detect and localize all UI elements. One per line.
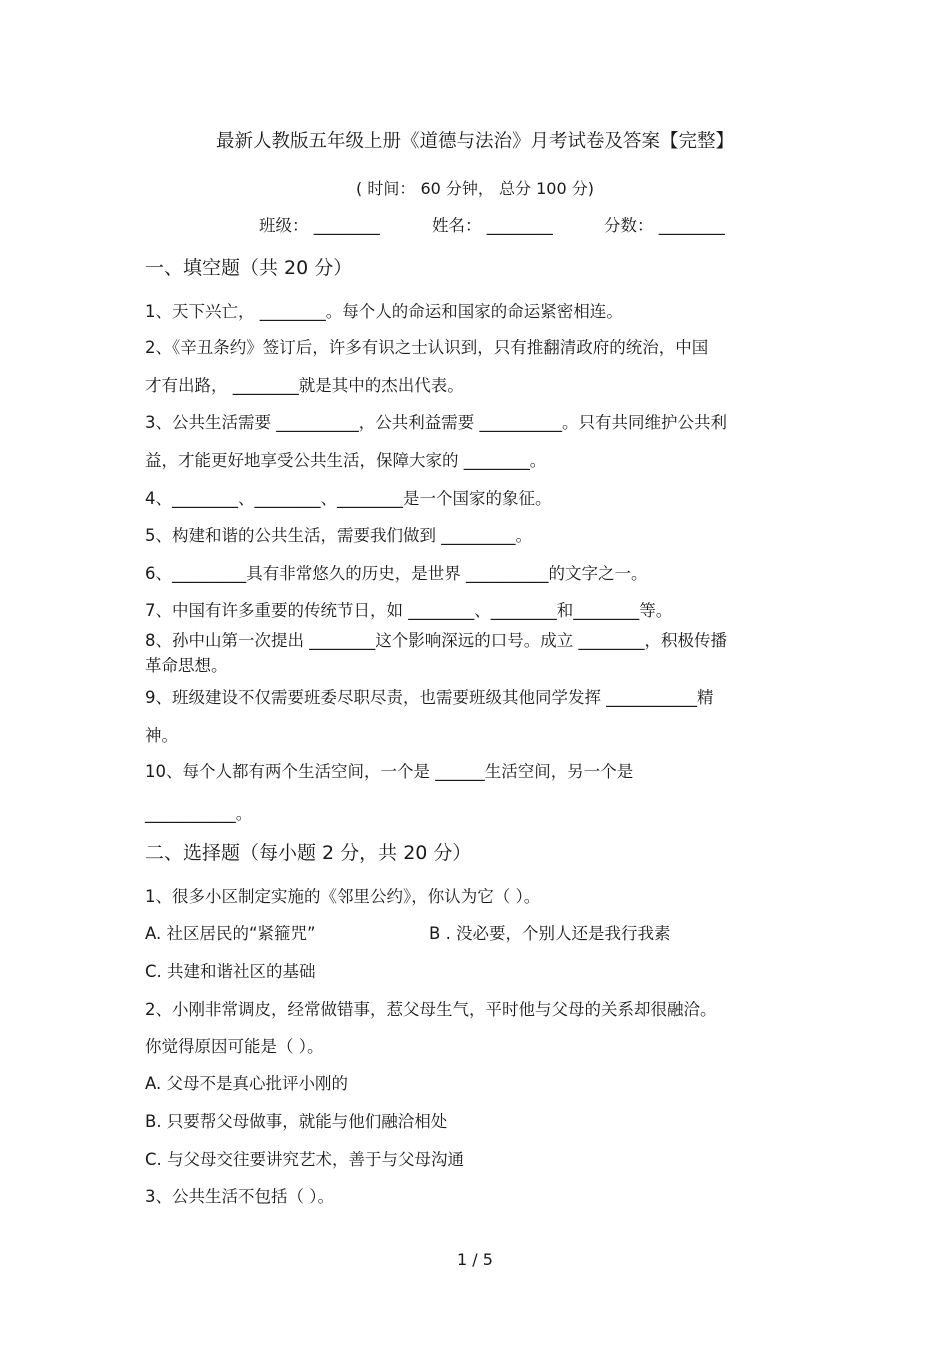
question-line: 6、_________具有非常悠久的历史，是世界 __________的文字之一。: [145, 564, 648, 583]
question-line: 2、小刚非常调皮，经常做错事，惹父母生气，平时他与父母的关系却很融洽。: [145, 1000, 717, 1019]
question-line: 革命思想。: [145, 656, 228, 675]
question-line: 神。: [145, 726, 178, 745]
exam-time-info: ( 时间： 60 分钟， 总分 100 分): [356, 179, 594, 198]
question-line: 你觉得原因可能是（ ）。: [145, 1037, 324, 1056]
question-line: 1、天下兴亡， ________。每个人的命运和国家的命运紧密相连。: [145, 302, 623, 321]
option-line: A. 父母不是真心批评小刚的: [145, 1074, 348, 1093]
page-number: 1 / 5: [457, 1250, 493, 1269]
question-line: 才有出路， ________就是其中的杰出代表。: [145, 376, 464, 395]
question-line: 10、每个人都有两个生活空间，一个是 ______生活空间，另一个是: [145, 762, 634, 781]
option-line: B. 只要帮父母做事，就能与他们融洽相处: [145, 1112, 448, 1131]
question-line: 3、公共生活需要 __________，公共利益需要 __________。只有共同维护公共利: [145, 413, 727, 432]
document-title: 最新人教版五年级上册《道德与法治》月考试卷及答案【完整】: [215, 131, 734, 152]
option-line: A. 社区居民的“紧箍咒”: [145, 924, 316, 943]
section-heading-multiple-choice: 二、选择题（每小题 2 分，共 20 分）: [145, 842, 472, 864]
option-line: C. 与父母交往要讲究艺术，善于与父母沟通: [145, 1150, 465, 1169]
question-line: 1、很多小区制定实施的《邻里公约》，你认为它（ ）。: [145, 887, 541, 906]
section-heading-fill-blank: 一、填空题（共 20 分）: [145, 257, 353, 279]
class-field: 班级： ________: [259, 216, 380, 235]
question-line: 4、________、________、________是一个国家的象征。: [145, 489, 552, 508]
question-line: ___________。: [145, 804, 253, 823]
question-line: 7、中国有许多重要的传统节日，如 ________、________和________等。: [145, 601, 673, 620]
name-field: 姓名： ________: [432, 216, 553, 235]
question-line: 5、构建和谐的公共生活，需要我们做到 _________。: [145, 526, 532, 545]
question-line: 3、公共生活不包括（ ）。: [145, 1187, 334, 1206]
question-line: 益，才能更好地享受公共生活，保障大家的 ________。: [145, 451, 547, 470]
question-line: 8、孙中山第一次提出 ________这个影响深远的口号。成立 ________，积极传播: [145, 631, 727, 650]
question-line: 2、《辛丑条约》签订后，许多有识之士认识到，只有推翻清政府的统治，中国: [145, 338, 709, 357]
option-line: B . 没必要，个别人还是我行我素: [429, 924, 671, 943]
score-field: 分数： ________: [604, 216, 725, 235]
option-line: C. 共建和谐社区的基础: [145, 962, 316, 981]
question-line: 9、班级建设不仅需要班委尽职尽责，也需要班级其他同学发挥 ___________精: [145, 688, 714, 707]
